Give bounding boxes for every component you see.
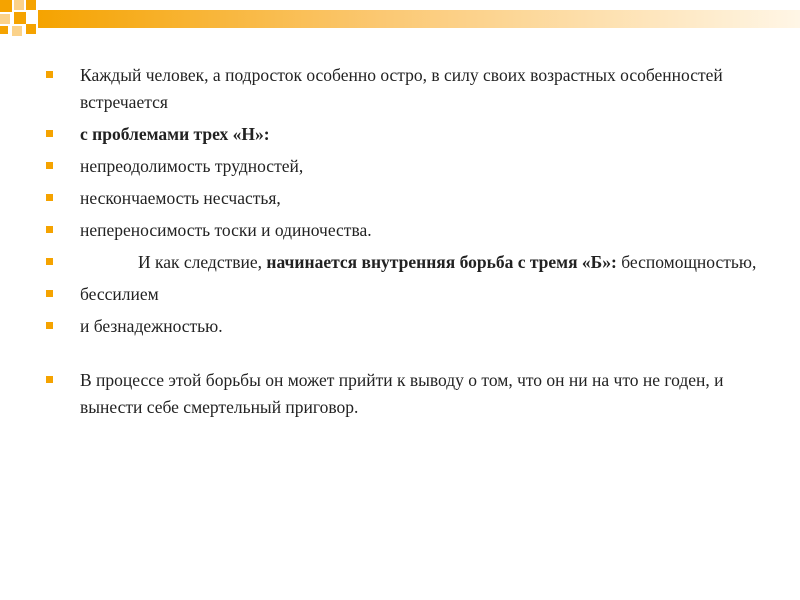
list-item <box>46 281 766 308</box>
list-item-text: и безнадежностью. <box>80 316 223 336</box>
list-item <box>46 185 766 212</box>
list-item <box>46 367 766 421</box>
list-item <box>46 121 766 148</box>
bullet-square-icon <box>46 71 53 78</box>
bullet-square-icon <box>46 162 53 169</box>
bullet-square-icon <box>46 376 53 383</box>
list-item-text: с проблемами трех «Н»: <box>80 124 270 144</box>
list-item-text: Каждый человек, а подросток особенно остро, в силу своих возрастных особенностей встречается <box>80 65 723 112</box>
list-item <box>46 217 766 244</box>
bullet-square-icon <box>46 258 53 265</box>
list-item <box>46 313 766 340</box>
list-item <box>46 153 766 180</box>
list-item-text: непреодолимость трудностей, <box>80 156 304 176</box>
list-item-text: В процессе этой борьбы он может прийти к выводу о том, что он ни на что не годен, и вынести себе смертельный приговор. <box>80 370 724 417</box>
bullet-square-icon <box>46 194 53 201</box>
header-gradient <box>0 0 800 36</box>
list-item <box>46 62 766 116</box>
bullet-square-icon <box>46 322 53 329</box>
list-item-text: нескончаемость несчастья, <box>80 188 281 208</box>
list-item-bold-text: начинается внутренняя борьба с тремя «Б»: <box>266 252 617 272</box>
list-item-text: бессилием <box>80 284 159 304</box>
list-item-text: беспомощностью, <box>616 252 757 272</box>
header-decoration <box>0 0 800 36</box>
bullet-square-icon <box>46 130 53 137</box>
list-item <box>46 249 766 276</box>
list-item-text: непереносимость тоски и одиночества. <box>80 220 372 240</box>
bullet-square-icon <box>46 226 53 233</box>
bullet-square-icon <box>46 290 53 297</box>
list-item-text: И как следствие, <box>138 252 267 272</box>
bullet-list <box>46 62 766 421</box>
